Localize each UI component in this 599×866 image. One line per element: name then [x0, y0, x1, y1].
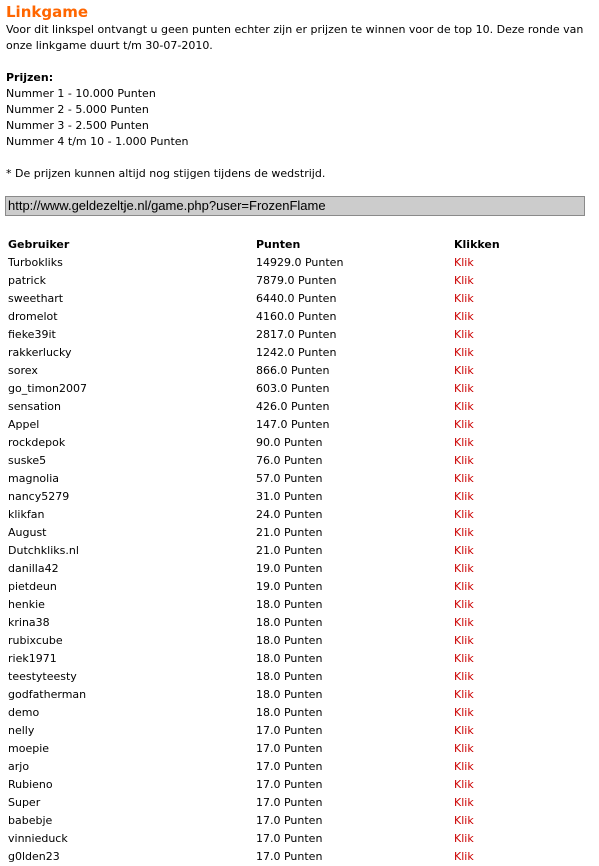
klik-link[interactable]: Klik [454, 507, 474, 521]
klik-link[interactable]: Klik [454, 453, 474, 467]
cell-klik [451, 703, 537, 721]
klik-link[interactable]: Klik [454, 489, 474, 503]
table-row [5, 811, 537, 829]
cell-points: 18.0 Punten [256, 597, 323, 611]
klik-link[interactable]: Klik [454, 651, 474, 665]
cell-username: godfatherman [8, 687, 87, 701]
table-row [5, 829, 537, 847]
prizes-note: * De prijzen kunnen altijd nog stijgen tijdens de wedstrijd. [6, 167, 326, 180]
cell-klik [451, 793, 537, 811]
cell-points: 57.0 Punten [256, 471, 323, 485]
cell-klik [451, 451, 537, 469]
cell-points: 31.0 Punten [256, 489, 323, 503]
cell-points: 19.0 Punten [256, 579, 323, 593]
cell-points: 76.0 Punten [256, 453, 323, 467]
klik-link[interactable]: Klik [454, 741, 474, 755]
cell-username: rakkerlucky [8, 345, 72, 359]
cell-klik [451, 631, 537, 649]
table-row [5, 775, 537, 793]
table-row [5, 613, 537, 631]
cell-username: fieke39it [8, 327, 56, 341]
prizes-section [6, 70, 189, 150]
cell-username: riek1971 [8, 651, 57, 665]
cell-username: krina38 [8, 615, 50, 629]
klik-link[interactable]: Klik [454, 273, 474, 287]
klik-link[interactable]: Klik [454, 813, 474, 827]
klik-link[interactable]: Klik [454, 723, 474, 737]
scores-table [5, 236, 537, 865]
cell-points: 18.0 Punten [256, 669, 323, 683]
cell-points: 17.0 Punten [256, 795, 323, 809]
table-row [5, 361, 537, 379]
cell-points: 17.0 Punten [256, 777, 323, 791]
cell-points: 18.0 Punten [256, 705, 323, 719]
cell-klik [451, 739, 537, 757]
cell-username: dromelot [8, 309, 58, 323]
cell-klik [451, 559, 537, 577]
cell-username: danilla42 [8, 561, 59, 575]
table-row [5, 703, 537, 721]
cell-points: 19.0 Punten [256, 561, 323, 575]
klik-link[interactable]: Klik [454, 633, 474, 647]
cell-username: Appel [8, 417, 40, 431]
cell-klik [451, 847, 537, 865]
klik-link[interactable]: Klik [454, 705, 474, 719]
cell-points: 18.0 Punten [256, 687, 323, 701]
cell-username: nelly [8, 723, 35, 737]
klik-link[interactable]: Klik [454, 669, 474, 683]
cell-points: 21.0 Punten [256, 525, 323, 539]
cell-klik [451, 325, 537, 343]
table-row [5, 739, 537, 757]
table-row [5, 397, 537, 415]
cell-klik [451, 811, 537, 829]
cell-klik [451, 523, 537, 541]
referral-url-field[interactable]: http://www.geldezeltje.nl/game.php?user=FrozenFlame [5, 196, 585, 216]
cell-klik [451, 685, 537, 703]
klik-link[interactable]: Klik [454, 435, 474, 449]
header-klikken: Klikken [454, 238, 500, 251]
cell-klik [451, 253, 537, 271]
table-row [5, 523, 537, 541]
cell-klik [451, 469, 537, 487]
header-gebruiker: Gebruiker [8, 238, 70, 251]
cell-points: 18.0 Punten [256, 615, 323, 629]
cell-klik [451, 757, 537, 775]
cell-username: rockdepok [8, 435, 66, 449]
cell-username: rubixcube [8, 633, 63, 647]
cell-points: 24.0 Punten [256, 507, 323, 521]
cell-klik [451, 829, 537, 847]
table-row [5, 685, 537, 703]
table-header-row [5, 236, 537, 253]
cell-klik [451, 361, 537, 379]
cell-klik [451, 775, 537, 793]
table-row [5, 289, 537, 307]
klik-link[interactable]: Klik [454, 255, 474, 269]
cell-klik [451, 289, 537, 307]
table-row [5, 721, 537, 739]
cell-klik [451, 415, 537, 433]
cell-username: babebje [8, 813, 53, 827]
cell-points: 14929.0 Punten [256, 255, 344, 269]
cell-klik [451, 541, 537, 559]
header-punten: Punten [256, 238, 301, 251]
klik-link[interactable]: Klik [454, 345, 474, 359]
klik-link[interactable]: Klik [454, 777, 474, 791]
cell-username: Dutchkliks.nl [8, 543, 79, 557]
table-row [5, 415, 537, 433]
klik-link[interactable]: Klik [454, 327, 474, 341]
table-row [5, 847, 537, 865]
table-row [5, 757, 537, 775]
table-row [5, 469, 537, 487]
cell-points: 17.0 Punten [256, 723, 323, 737]
cell-points: 17.0 Punten [256, 849, 323, 863]
klik-link[interactable]: Klik [454, 471, 474, 485]
cell-username: moepie [8, 741, 50, 755]
table-row [5, 649, 537, 667]
table-row [5, 577, 537, 595]
cell-points: 147.0 Punten [256, 417, 330, 431]
klik-link[interactable]: Klik [454, 417, 474, 431]
cell-klik [451, 721, 537, 739]
cell-username: sweethart [8, 291, 64, 305]
cell-klik [451, 577, 537, 595]
table-row [5, 253, 537, 271]
cell-username: nancy5279 [8, 489, 70, 503]
cell-username: go_timon2007 [8, 381, 87, 395]
table-row [5, 505, 537, 523]
cell-username: henkie [8, 597, 45, 611]
table-row [5, 325, 537, 343]
cell-username: magnolia [8, 471, 59, 485]
table-row [5, 793, 537, 811]
table-row [5, 541, 537, 559]
table-row [5, 487, 537, 505]
cell-username: patrick [8, 273, 47, 287]
table-row [5, 343, 537, 361]
cell-points: 7879.0 Punten [256, 273, 337, 287]
cell-points: 21.0 Punten [256, 543, 323, 557]
cell-klik [451, 343, 537, 361]
cell-username: Turbokliks [8, 255, 63, 269]
cell-username: g0lden23 [8, 849, 60, 863]
scores-body [5, 253, 537, 865]
prize-item: Nummer 1 - 10.000 Punten [6, 87, 156, 100]
table-row [5, 433, 537, 451]
cell-klik [451, 397, 537, 415]
cell-points: 6440.0 Punten [256, 291, 337, 305]
table-row [5, 595, 537, 613]
klik-link[interactable]: Klik [454, 687, 474, 701]
klik-link[interactable]: Klik [454, 615, 474, 629]
intro-text: Voor dit linkspel ontvangt u geen punten echter zijn er prijzen te winnen voor de top 10. Deze ronde van onze linkgame duurt t/m 30-07-2010. [6, 23, 584, 52]
klik-link[interactable]: Klik [454, 597, 474, 611]
cell-points: 18.0 Punten [256, 633, 323, 647]
klik-link[interactable]: Klik [454, 525, 474, 539]
cell-username: August [8, 525, 47, 539]
klik-link[interactable]: Klik [454, 579, 474, 593]
cell-points: 17.0 Punten [256, 741, 323, 755]
cell-points: 17.0 Punten [256, 831, 323, 845]
table-row [5, 379, 537, 397]
prize-item: Nummer 3 - 2.500 Punten [6, 119, 149, 132]
cell-points: 1242.0 Punten [256, 345, 337, 359]
table-row [5, 559, 537, 577]
klik-link[interactable]: Klik [454, 399, 474, 413]
table-row [5, 271, 537, 289]
klik-link[interactable]: Klik [454, 561, 474, 575]
prize-item: Nummer 2 - 5.000 Punten [6, 103, 149, 116]
table-row [5, 631, 537, 649]
cell-klik [451, 307, 537, 325]
klik-link[interactable]: Klik [454, 363, 474, 377]
table-row [5, 307, 537, 325]
table-row [5, 667, 537, 685]
cell-points: 866.0 Punten [256, 363, 330, 377]
cell-klik [451, 613, 537, 631]
cell-username: arjo [8, 759, 30, 773]
cell-username: klikfan [8, 507, 45, 521]
cell-klik [451, 667, 537, 685]
table-row [5, 451, 537, 469]
cell-username: Rubieno [8, 777, 53, 791]
cell-username: suske5 [8, 453, 47, 467]
cell-username: pietdeun [8, 579, 57, 593]
cell-klik [451, 487, 537, 505]
cell-username: sorex [8, 363, 38, 377]
klik-link[interactable]: Klik [454, 291, 474, 305]
klik-link[interactable]: Klik [454, 543, 474, 557]
cell-points: 90.0 Punten [256, 435, 323, 449]
cell-username: demo [8, 705, 40, 719]
klik-link[interactable]: Klik [454, 759, 474, 773]
cell-points: 17.0 Punten [256, 813, 323, 827]
klik-link[interactable]: Klik [454, 309, 474, 323]
cell-points: 18.0 Punten [256, 651, 323, 665]
cell-klik [451, 649, 537, 667]
cell-klik [451, 271, 537, 289]
cell-points: 603.0 Punten [256, 381, 330, 395]
cell-points: 17.0 Punten [256, 759, 323, 773]
prizes-header: Prijzen: [6, 71, 54, 84]
cell-klik [451, 505, 537, 523]
page-title: Linkgame [6, 3, 89, 21]
cell-klik [451, 595, 537, 613]
cell-klik [451, 433, 537, 451]
cell-points: 4160.0 Punten [256, 309, 337, 323]
cell-points: 2817.0 Punten [256, 327, 337, 341]
klik-link[interactable]: Klik [454, 795, 474, 809]
cell-username: sensation [8, 399, 62, 413]
klik-link[interactable]: Klik [454, 849, 474, 863]
klik-link[interactable]: Klik [454, 831, 474, 845]
cell-points: 426.0 Punten [256, 399, 330, 413]
cell-klik [451, 379, 537, 397]
cell-username: Super [8, 795, 41, 809]
klik-link[interactable]: Klik [454, 381, 474, 395]
cell-username: vinnieduck [8, 831, 68, 845]
cell-username: teestyteesty [8, 669, 77, 683]
prize-item: Nummer 4 t/m 10 - 1.000 Punten [6, 135, 189, 148]
